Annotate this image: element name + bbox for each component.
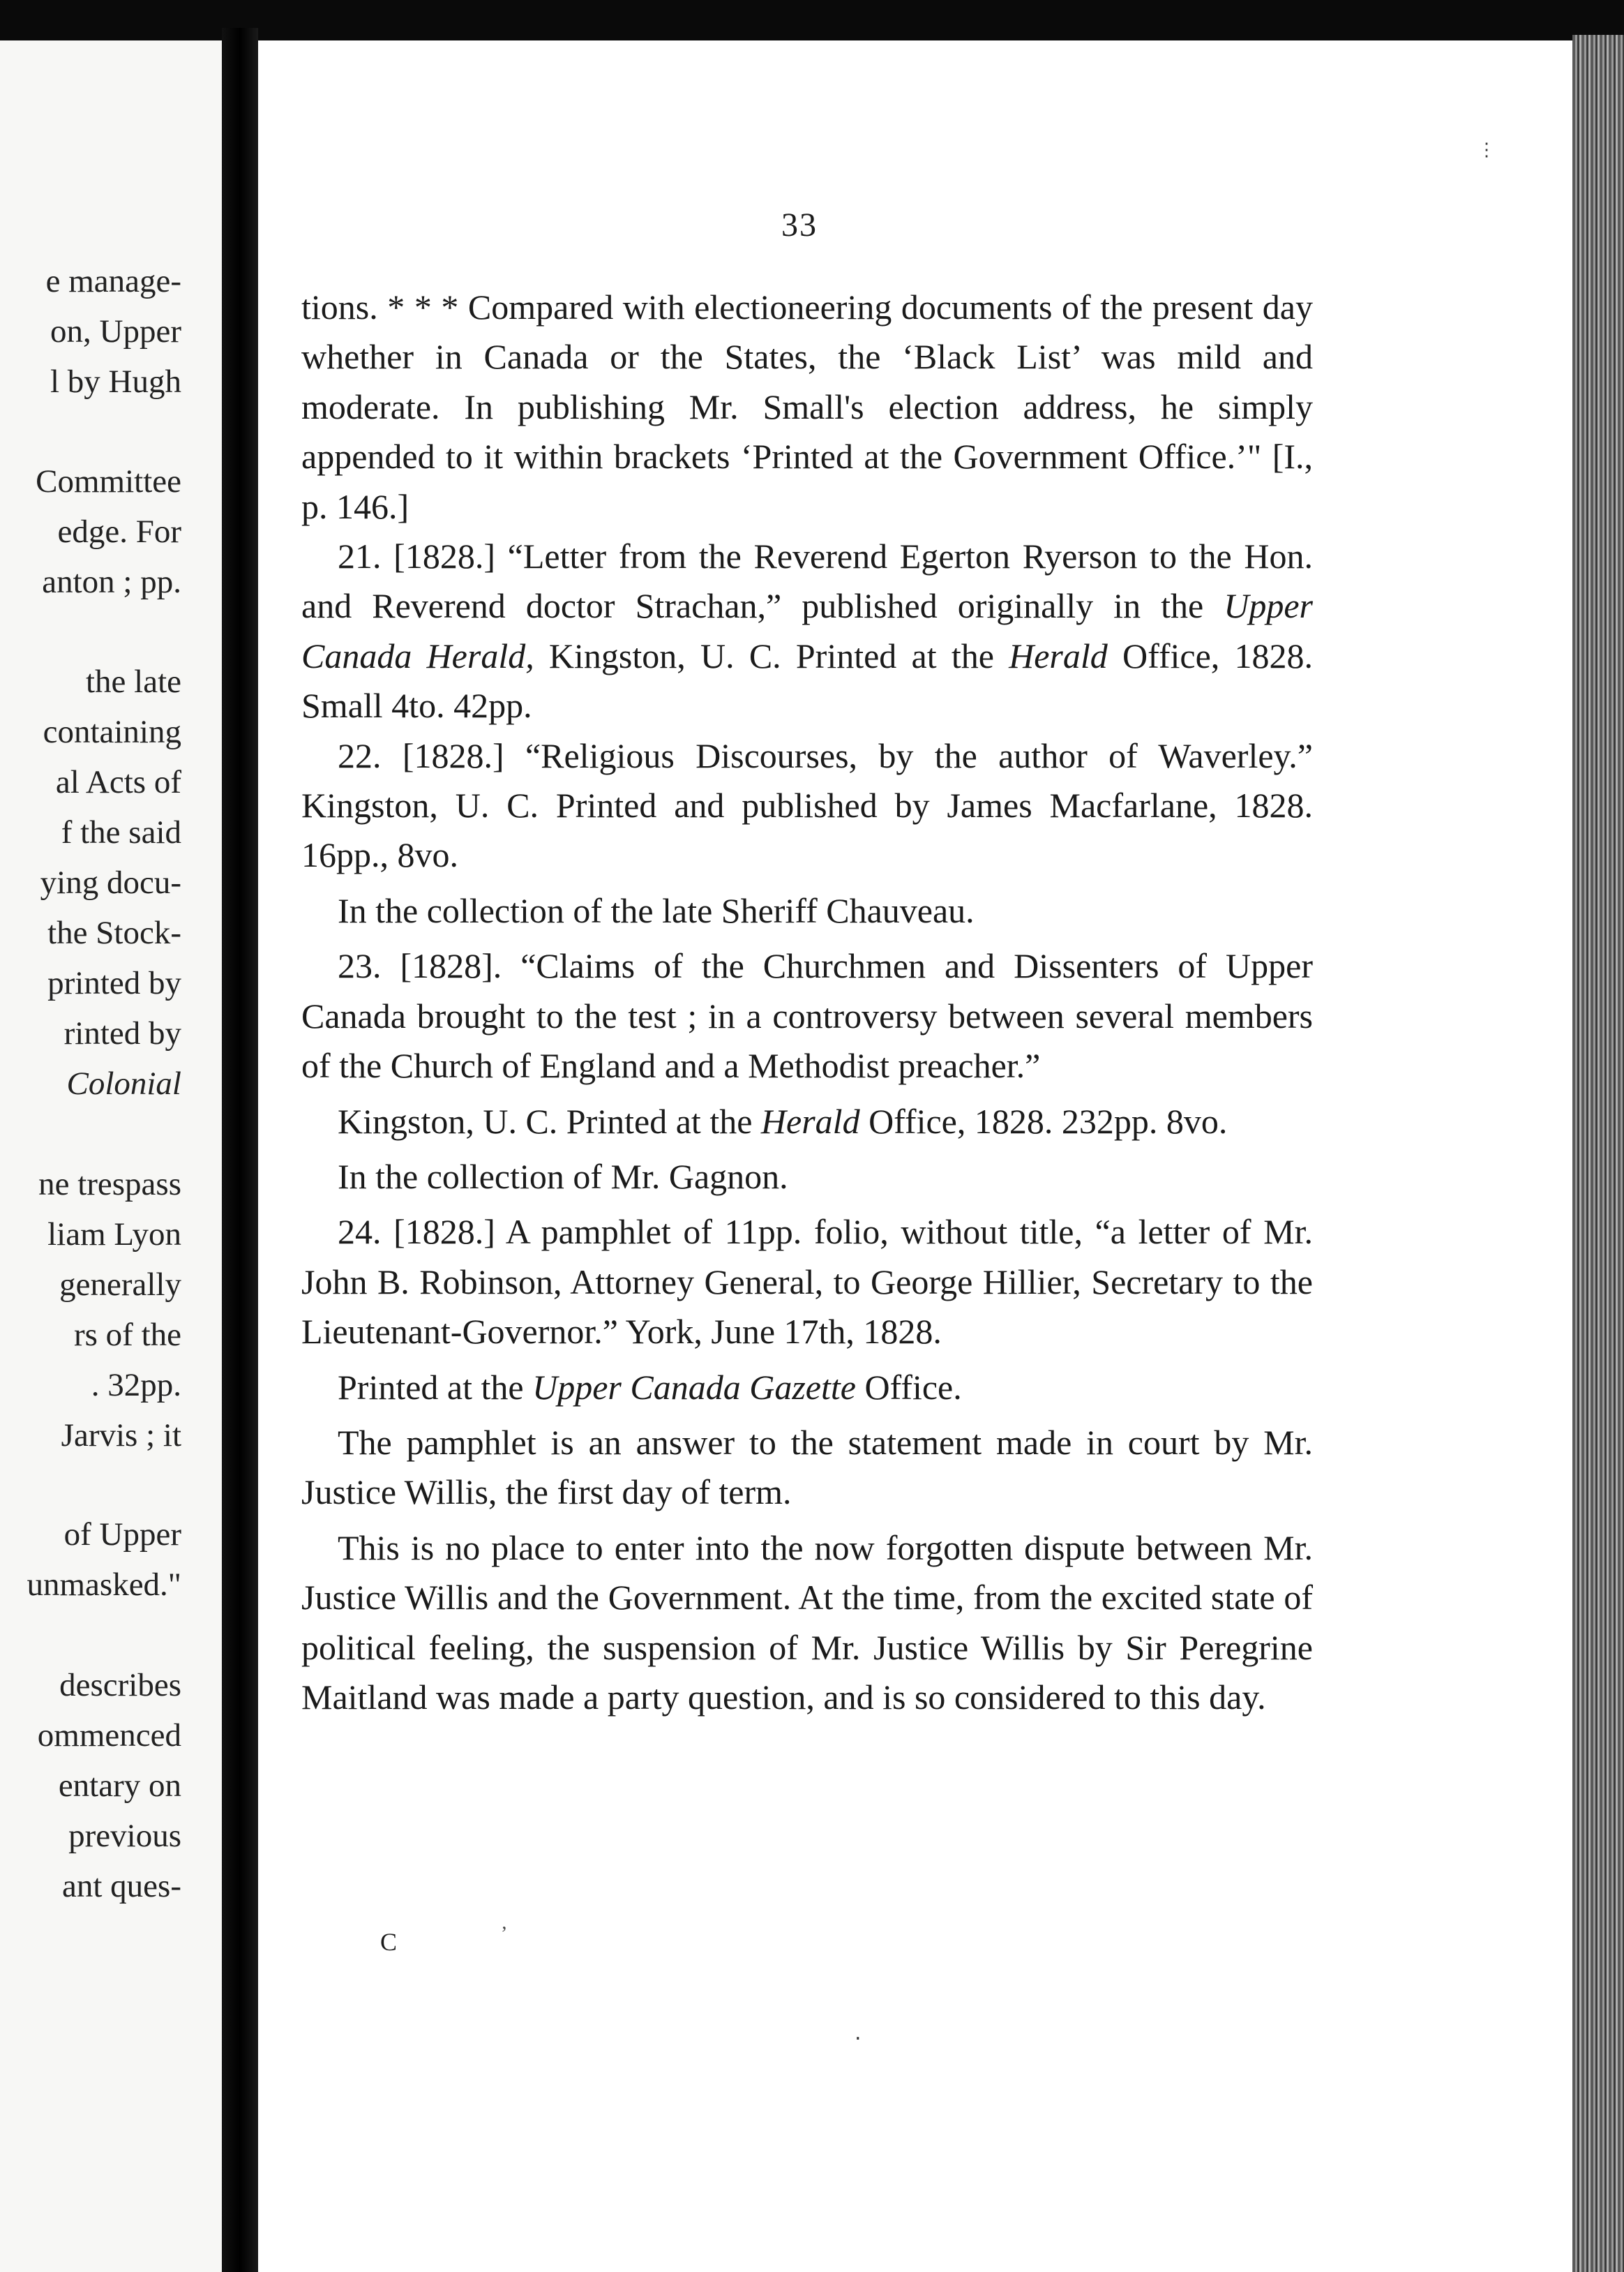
facing-page-line: ant ques- [62,1868,181,1904]
facing-page-line: f the said [61,814,181,851]
continued-paragraph: tions. * * * Compared with electioneering documents of the present day whether in Canada or the States, the ‘Black List’ was mild and moderate. In publishing Mr. Small's election address, he simply appended to it within brackets ‘Printed at the Government Office.’" [I., p. 146.] [301,287,1313,526]
entry-21-italic: Upper Canada Herald, [301,586,1313,675]
entry-23: 23. [1828]. “Claims of the Churchmen and Dissenters of Upper Canada brought to the test ; in a controversy between several members of the Church of England and a Methodist preacher.” [301,946,1313,1086]
entry-24-imprint [301,1363,1313,1412]
page-edge-stack [1572,35,1624,2272]
signature-mark: C [380,1928,398,1956]
facing-page-line: describes [59,1667,181,1703]
entry-21-text: Office, 1828. Small 4to. 42pp. [301,636,1313,726]
facing-page-line: Colonial [66,1066,181,1102]
facing-page-fragment [0,40,222,2272]
facing-page-line: Committee [36,463,181,500]
entry-22: 22. [1828.] “Religious Discourses, by the author of Waverley.” Kingston, U. C. Printed and published by James Macfarlane, 1828. 16pp., 8vo. [301,735,1313,875]
entry-21 [301,532,1313,731]
entry-21-text: Kingston, U. C. Printed at the [534,636,1009,675]
entry-24-imprint-text: Printed at the [338,1367,533,1407]
facing-page-line: unmasked." [27,1567,181,1603]
facing-page-line: liam Lyon [47,1216,181,1253]
facing-page-line: on, Upper [50,313,181,350]
entry-24: 24. [1828.] A pamphlet of 11pp. folio, without title, “a letter of Mr. John B. Robinson, Attorney General, to George Hillier, Secretary to the Lieutenant-Governor.” York, June 17th, 1828. [301,1212,1313,1352]
entry-23-note: In the collection of Mr. Gagnon. [338,1156,788,1196]
facing-page-line: . 32pp. [91,1367,181,1403]
facing-page-line: ne trespass [38,1166,181,1202]
facing-page-line: e manage- [45,263,181,299]
facing-page-line: l by Hugh [50,364,181,400]
entry-24-note: The pamphlet is an answer to the statement made in court by Mr. Justice Willis, the first day of term. [301,1422,1313,1512]
facing-page-line: generally [59,1266,181,1303]
entry-21-italic: Herald [1009,636,1108,675]
facing-page-line: of Upper [63,1516,181,1553]
entry-24-imprint-italic: Upper Canada Gazette [532,1367,856,1407]
book-spine-gutter [222,28,258,2272]
ink-blot: ‧ [855,2028,862,2051]
facing-page-line: entary on [58,1767,181,1804]
facing-page-line: edge. For [57,514,181,550]
entry-24-imprint-text: Office. [855,1367,962,1407]
page-number: 33 [781,207,818,244]
facing-page-line: anton ; pp. [42,564,181,600]
page-body [301,283,1313,1722]
entry-23-imprint [301,1097,1313,1146]
entry-23-imprint-italic: Herald [760,1101,860,1141]
entry-22-note: In the collection of the late Sheriff Chauveau. [338,890,975,930]
facing-page-line: rinted by [63,1015,181,1052]
entry-21-text: 21. [1828.] “Letter from the Reverend Egerton Ryerson to the Hon. and Reverend doctor Strachan,” published originally in the [301,537,1313,626]
facing-page-line: Jarvis ; it [61,1417,181,1453]
facing-page-line: previous [68,1818,181,1854]
facing-page-line: containing [43,714,181,750]
facing-page-line: al Acts of [55,764,181,800]
entry-23-imprint-text: Kingston, U. C. Printed at the [338,1101,761,1141]
facing-page-line: the Stock- [47,915,181,951]
facing-page-line: the late [85,664,181,700]
print-speck: ’ [501,1923,508,1945]
ink-speck: ⋮ [1478,140,1496,160]
entry-23-imprint-text: Office, 1828. 232pp. 8vo. [859,1101,1228,1141]
entry-24-commentary: This is no place to enter into the now forgotten dispute between Mr. Justice Willis and the Government. At the time, from the excited state of political feeling, the suspension of Mr. Justice Willis by Sir Peregrine Maitland was made a party question, and is so considered to this day. [301,1527,1313,1717]
facing-page-line: printed by [47,965,181,1001]
facing-page-line: ying docu- [40,865,181,901]
facing-page-line: rs of the [73,1317,181,1353]
facing-page-line: ommenced [37,1717,181,1754]
